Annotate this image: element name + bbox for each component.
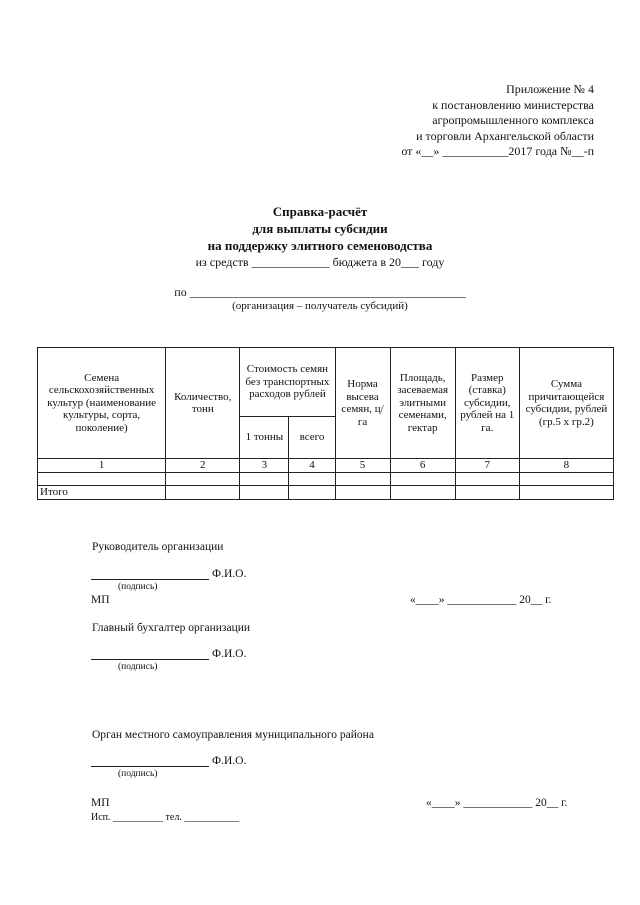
header-sum: Сумма причитающейся субсидии, рублей (гр.5 х гр.2) bbox=[519, 348, 613, 459]
col-number: 5 bbox=[335, 459, 390, 473]
appendix-line-1: Приложение № 4 bbox=[506, 82, 594, 96]
appendix-line-5: от «__» ___________2017 года №__-п bbox=[401, 144, 594, 159]
appendix-line-3: агропромышленного комплекса bbox=[432, 113, 594, 128]
table-cell[interactable] bbox=[166, 473, 240, 486]
accountant-signature-line[interactable] bbox=[91, 659, 209, 660]
table-cell[interactable] bbox=[519, 473, 613, 486]
header-rate: Размер (ставка) субсидии, рублей на 1 га. bbox=[455, 348, 519, 459]
authority-date-line: «____» ____________ 20__ г. bbox=[426, 797, 568, 809]
table-cell[interactable] bbox=[390, 473, 455, 486]
table-cell[interactable] bbox=[455, 473, 519, 486]
authority-fio: Ф.И.О. bbox=[212, 755, 247, 767]
table-cell[interactable] bbox=[519, 486, 613, 500]
accountant-signature-caption: (подпись) bbox=[118, 662, 158, 672]
authority-signature-caption: (подпись) bbox=[118, 769, 158, 779]
header-quantity: Количество, тонн bbox=[166, 348, 240, 459]
total-label: Итого bbox=[38, 486, 166, 500]
table-cell[interactable] bbox=[240, 486, 289, 500]
empty-data-row bbox=[38, 473, 614, 486]
executor-line: Исп. __________ тел. ___________ bbox=[91, 812, 240, 823]
appendix-line-4: и торговли Архангельской области bbox=[416, 128, 594, 143]
calculation-table bbox=[37, 347, 614, 500]
head-mp: МП bbox=[91, 594, 110, 606]
col-number: 1 bbox=[38, 459, 166, 473]
header-cost-total: всего bbox=[289, 417, 335, 459]
title-line-1: Справка-расчёт bbox=[272, 204, 368, 219]
authority-signature-line[interactable] bbox=[91, 766, 209, 767]
head-date-line: «____» ____________ 20__ г. bbox=[410, 594, 552, 606]
appendix-line-2: к постановлению министерства bbox=[432, 97, 594, 112]
table-cell[interactable] bbox=[166, 486, 240, 500]
header-cost-per-ton: 1 тонны bbox=[240, 417, 289, 459]
appendix-block bbox=[401, 82, 594, 160]
table-cell[interactable] bbox=[289, 486, 335, 500]
col-number: 6 bbox=[390, 459, 455, 473]
header-area: Площадь, засеваемая элитными семенами, гектар bbox=[390, 348, 455, 459]
table-cell[interactable] bbox=[455, 486, 519, 500]
column-numbers-row bbox=[38, 459, 614, 473]
authority-mp: МП bbox=[91, 797, 110, 809]
head-signature-line[interactable] bbox=[91, 579, 209, 580]
budget-source-line: из средств _____________ бюджета в 20___ году bbox=[195, 255, 445, 269]
document-title bbox=[0, 203, 640, 254]
accountant-fio: Ф.И.О. bbox=[212, 648, 247, 660]
table-cell[interactable] bbox=[335, 486, 390, 500]
title-line-2: для выплаты субсидии bbox=[252, 221, 388, 236]
table-cell[interactable] bbox=[335, 473, 390, 486]
authority-label: Орган местного самоуправления муниципального района bbox=[92, 729, 374, 741]
col-number: 2 bbox=[166, 459, 240, 473]
col-number: 4 bbox=[289, 459, 335, 473]
col-number: 3 bbox=[240, 459, 289, 473]
organization-line: по ______________________________________________ bbox=[174, 285, 466, 299]
col-number: 7 bbox=[455, 459, 519, 473]
header-cost: Стоимость семян без транспортных расходов рублей bbox=[240, 348, 335, 417]
table-cell[interactable] bbox=[240, 473, 289, 486]
col-number: 8 bbox=[519, 459, 613, 473]
table-cell[interactable] bbox=[390, 486, 455, 500]
total-row bbox=[38, 486, 614, 500]
head-signature-caption: (подпись) bbox=[118, 582, 158, 592]
accountant-label: Главный бухгалтер организации bbox=[92, 622, 251, 634]
title-line-3: на поддержку элитного семеноводства bbox=[207, 238, 433, 253]
table-cell[interactable] bbox=[289, 473, 335, 486]
head-label: Руководитель организации bbox=[92, 541, 224, 553]
organization-caption: (организация – получатель субсидий) bbox=[232, 300, 408, 312]
header-seeds: Семена сельскохозяйственных культур (наименование культуры, сорта, поколение) bbox=[38, 348, 166, 459]
head-fio: Ф.И.О. bbox=[212, 568, 247, 580]
table-cell[interactable] bbox=[38, 473, 166, 486]
header-norm: Норма высева семян, ц/га bbox=[335, 348, 390, 459]
